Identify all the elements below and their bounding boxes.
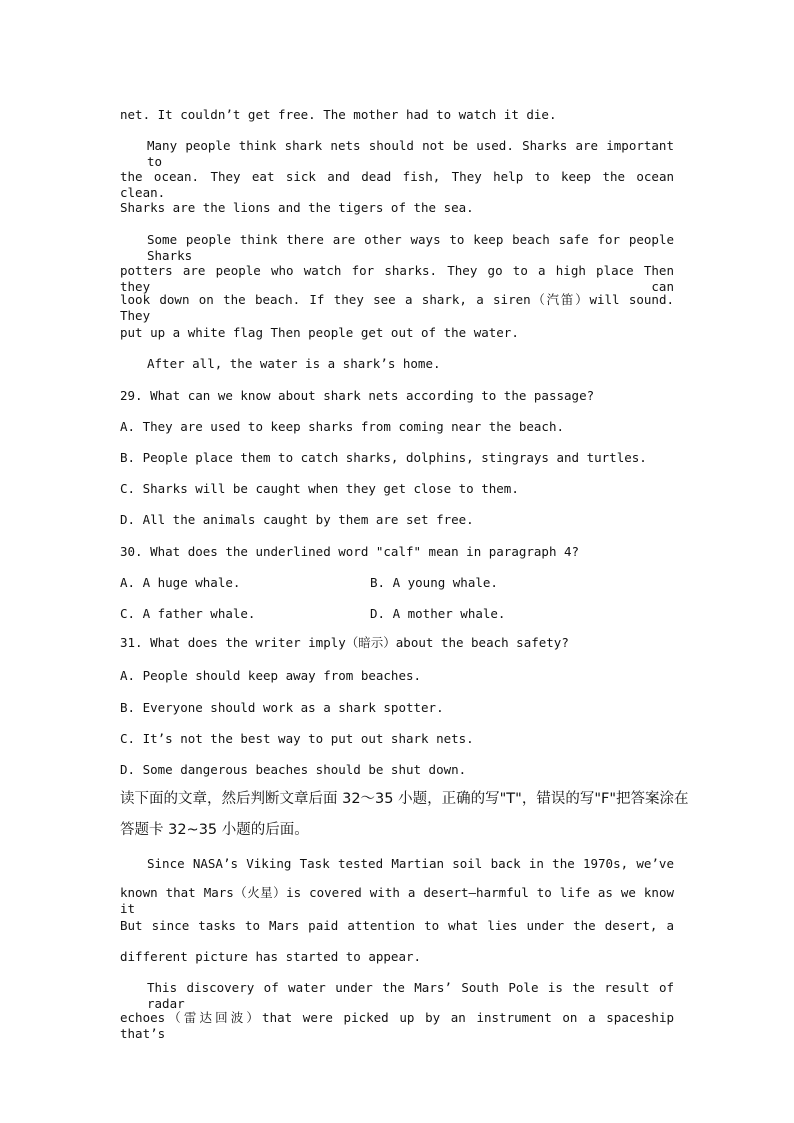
passage1-line: the ocean. They eat sick and dead fish, They help to keep the ocean clean. <box>120 169 674 200</box>
passage2-line: known that Mars（火星）is covered with a desert—harmful to life as we know it <box>120 885 674 916</box>
q30-option-a: A. A huge whale. <box>120 575 241 590</box>
q31-option-c: C. It’s not the best way to put out shark nets. <box>120 731 474 746</box>
q30-option-b: B. A young whale. <box>370 575 498 590</box>
q31-option-d: D. Some dangerous beaches should be shut down. <box>120 762 467 777</box>
passage1-line: net. It couldn’t get free. The mother had to watch it die. <box>120 107 557 122</box>
section-instruction: 读下面的文章，然后判断文章后面 32～35 小题，正确的写"T"，错误的写"F"把答案涂在 <box>120 791 689 807</box>
passage2-line: This discovery of water under the Mars’ South Pole is the result of radar <box>147 980 674 1011</box>
q29-option-d: D. All the animals caught by them are set free. <box>120 512 474 527</box>
q30-option-d: D. A mother whale. <box>370 606 506 621</box>
q29-option-a: A. They are used to keep sharks from coming near the beach. <box>120 419 565 434</box>
question-31: 31. What does the writer imply（暗示）about the beach safety? <box>120 635 569 650</box>
q31-option-a: A. People should keep away from beaches. <box>120 668 422 683</box>
passage1-line: After all, the water is a shark’s home. <box>147 356 441 371</box>
passage1-line: Sharks are the lions and the tigers of the sea. <box>120 200 474 215</box>
passage2-line: different picture has started to appear. <box>120 949 422 964</box>
passage2-line: Since NASA’s Viking Task tested Martian soil back in the 1970s, we’ve <box>147 856 674 871</box>
question-30: 30. What does the underlined word "calf" mean in paragraph 4? <box>120 544 580 559</box>
q31-option-b: B. Everyone should work as a shark spotter. <box>120 700 444 715</box>
q29-option-b: B. People place them to catch sharks, dolphins, stingrays and turtles. <box>120 450 647 465</box>
passage2-line: But since tasks to Mars paid attention to what lies under the desert, a <box>120 918 674 933</box>
section-instruction: 答题卡 32~35 小题的后面。 <box>120 822 309 838</box>
question-29: 29. What can we know about shark nets according to the passage? <box>120 388 595 403</box>
passage1-line: Many people think shark nets should not be used. Sharks are important to <box>147 138 674 169</box>
passage1-line: potters are people who watch for sharks. They go to a high place Then they can <box>120 263 674 294</box>
passage1-line: put up a white flag Then people get out of the water. <box>120 325 519 340</box>
q30-option-c: C. A father whale. <box>120 606 256 621</box>
q29-option-c: C. Sharks will be caught when they get close to them. <box>120 481 519 496</box>
passage1-line: Some people think there are other ways to keep beach safe for people Sharks <box>147 232 674 263</box>
passage2-line: echoes（雷达回波）that were picked up by an instrument on a spaceship that’s <box>120 1010 674 1041</box>
passage1-line: look down on the beach. If they see a shark, a siren（汽笛）will sound. They <box>120 292 674 323</box>
